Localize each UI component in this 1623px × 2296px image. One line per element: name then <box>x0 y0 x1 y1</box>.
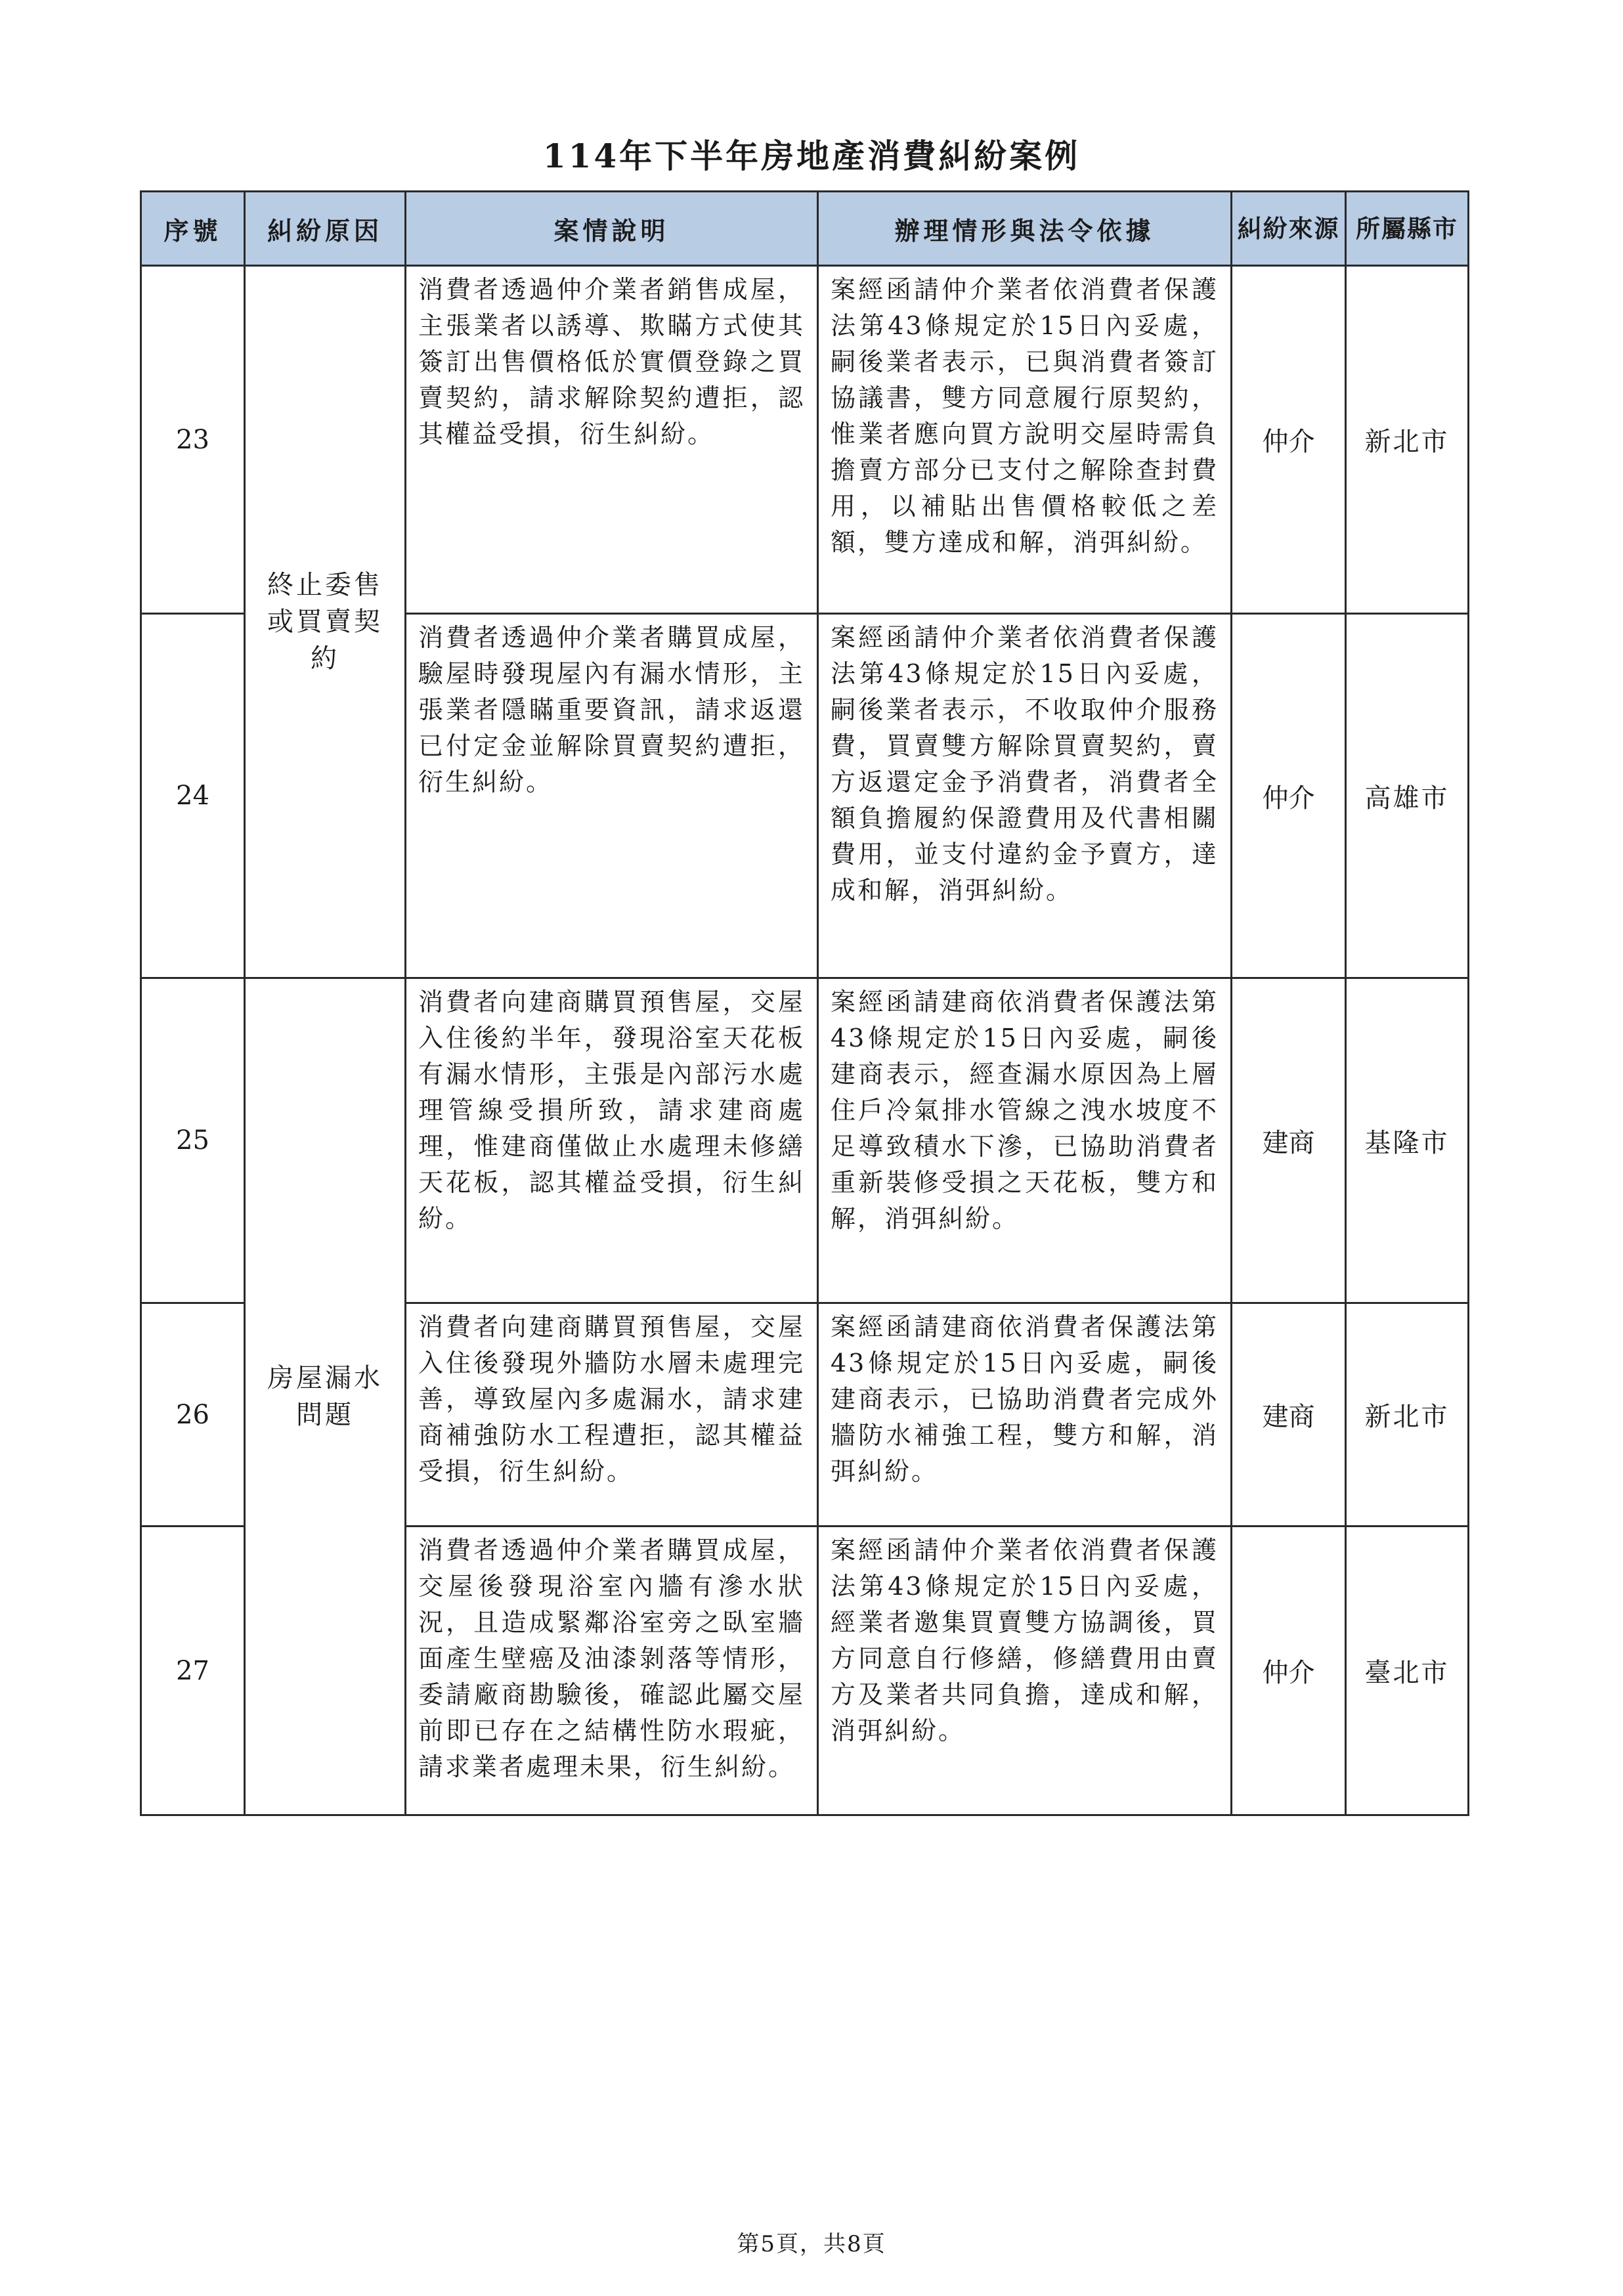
case-seq: 23 <box>141 266 245 614</box>
case-reason-group: 終止委售或買賣契約 <box>245 266 406 978</box>
case-source: 仲介 <box>1232 266 1346 614</box>
case-handling: 案經函請仲介業者依消費者保護法第43條規定於15日內妥處，經業者邀集買賣雙方協調後，買方同意自行修繕，修繕費用由賣方及業者共同負擔，達成和解，消弭糾紛。 <box>818 1527 1232 1815</box>
case-city: 高雄市 <box>1346 614 1469 978</box>
dispute-cases-table <box>140 190 1469 1816</box>
case-source: 建商 <box>1232 978 1346 1303</box>
case-source: 建商 <box>1232 1303 1346 1527</box>
case-description: 消費者向建商購買預售屋，交屋入住後約半年，發現浴室天花板有漏水情形，主張是內部污水處理管線受損所致，請求建商處理，惟建商僅做止水處理未修繕天花板，認其權益受損，衍生糾紛。 <box>406 978 818 1303</box>
case-handling: 案經函請建商依消費者保護法第43條規定於15日內妥處，嗣後建商表示，經查漏水原因為上層住戶冷氣排水管線之洩水坡度不足導致積水下滲，已協助消費者重新裝修受損之天花板，雙方和解，消弭糾紛。 <box>818 978 1232 1303</box>
case-description: 消費者透過仲介業者銷售成屋，主張業者以誘導、欺瞞方式使其簽訂出售價格低於實價登錄之買賣契約，請求解除契約遭拒，認其權益受損，衍生糾紛。 <box>406 266 818 614</box>
page-title: 114年下半年房地產消費糾紛案例 <box>542 137 1081 175</box>
header-source: 糾紛來源 <box>1232 192 1346 266</box>
header-seq: 序號 <box>141 192 245 266</box>
case-description: 消費者透過仲介業者購買成屋，驗屋時發現屋內有漏水情形，主張業者隱瞞重要資訊，請求返還已付定金並解除買賣契約遭拒，衍生糾紛。 <box>406 614 818 978</box>
table-header-row <box>141 192 1469 266</box>
case-seq: 24 <box>141 614 245 978</box>
case-description: 消費者透過仲介業者購買成屋，交屋後發現浴室內牆有滲水狀況，且造成緊鄰浴室旁之臥室牆面產生壁癌及油漆剝落等情形，委請廠商勘驗後，確認此屬交屋前即已存在之結構性防水瑕疵，請求業者處理未果，衍生糾紛。 <box>406 1527 818 1815</box>
case-source: 仲介 <box>1232 1527 1346 1815</box>
case-description: 消費者向建商購買預售屋，交屋入住後發現外牆防水層未處理完善，導致屋內多處漏水，請求建商補強防水工程遭拒，認其權益受損，衍生糾紛。 <box>406 1303 818 1527</box>
case-handling: 案經函請仲介業者依消費者保護法第43條規定於15日內妥處，嗣後業者表示，已與消費者簽訂協議書，雙方同意履行原契約，惟業者應向買方說明交屋時需負擔賣方部分已支付之解除查封費用，以補貼出售價格較低之差額，雙方達成和解，消弭糾紛。 <box>818 266 1232 614</box>
page-footer: 第5頁，共8頁 <box>737 2231 886 2257</box>
case-city: 基隆市 <box>1346 978 1469 1303</box>
case-city: 新北市 <box>1346 266 1469 614</box>
table-row <box>141 978 1469 1303</box>
header-city: 所屬縣市 <box>1346 192 1469 266</box>
header-description: 案情說明 <box>406 192 818 266</box>
case-seq: 25 <box>141 978 245 1303</box>
case-handling: 案經函請仲介業者依消費者保護法第43條規定於15日內妥處，嗣後業者表示，不收取仲介服務費，買賣雙方解除買賣契約，賣方返還定金予消費者，消費者全額負擔履約保證費用及代書相關費用，並支付違約金予賣方，達成和解，消弭糾紛。 <box>818 614 1232 978</box>
case-city: 新北市 <box>1346 1303 1469 1527</box>
case-source: 仲介 <box>1232 614 1346 978</box>
case-seq: 26 <box>141 1303 245 1527</box>
case-seq: 27 <box>141 1527 245 1815</box>
case-handling: 案經函請建商依消費者保護法第43條規定於15日內妥處，嗣後建商表示，已協助消費者完成外牆防水補強工程，雙方和解，消弭糾紛。 <box>818 1303 1232 1527</box>
table-row <box>141 266 1469 614</box>
header-reason: 糾紛原因 <box>245 192 406 266</box>
header-handling: 辦理情形與法令依據 <box>818 192 1232 266</box>
case-city: 臺北市 <box>1346 1527 1469 1815</box>
case-reason-group: 房屋漏水問題 <box>245 978 406 1815</box>
